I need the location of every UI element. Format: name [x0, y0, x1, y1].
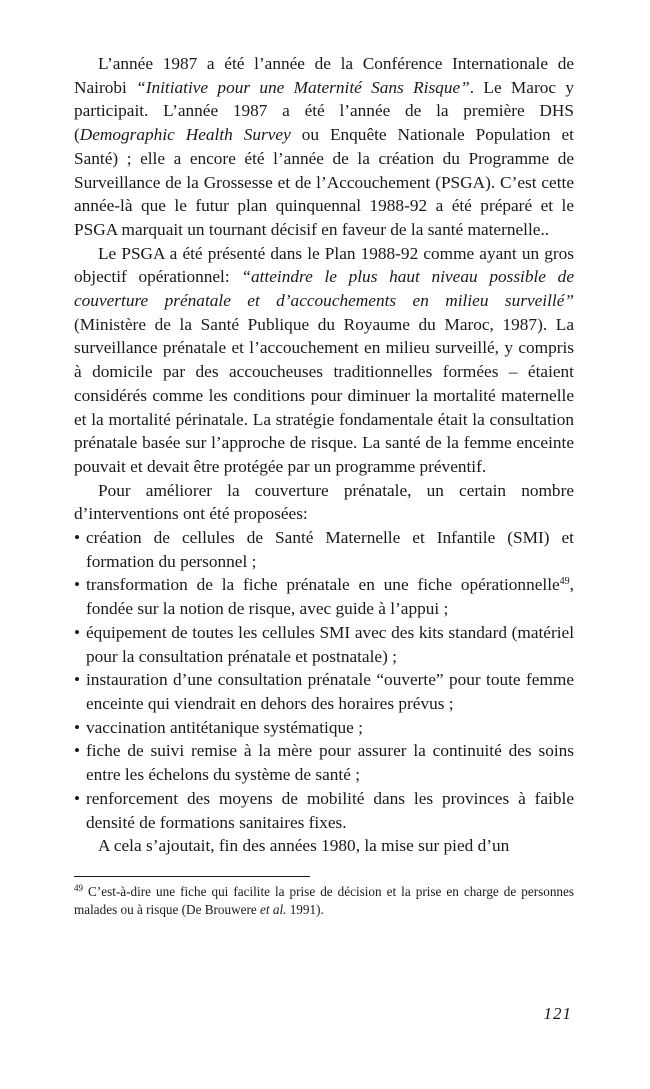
page-number: 121: [543, 1004, 572, 1023]
list-item: [74, 573, 574, 620]
list-item: • équipement de toutes les cellules SMI avec des kits standard (matériel pour la consultation prénatale et postnatale) ;: [74, 621, 574, 668]
list-item: • renforcement des moyens de mobilité dans les provinces à faible densité de formations sanitaires fixes.: [74, 787, 574, 834]
footnote-number: 49: [74, 882, 83, 893]
footnote-reference: 49: [559, 576, 570, 588]
p1-text-c: . Le Maroc y participait. L’année 1987 a été l’année de la première DHS (: [74, 77, 574, 145]
p1-text-e: ou Enquête Nationale Population et Santé) ; elle a encore été l’année de la création du Programme de Surveillance de la Grossesse et de l’Accouchement (PSGA). C’est cette année-là que le futur plan quinquennal 1988-92 a été préparé et le PSGA marquait un tournant décisif en faveur de la santé maternelle..: [74, 125, 574, 239]
paragraph-3: Pour améliorer la couverture prénatale, un certain nombre d’interventions ont été proposées:: [74, 480, 574, 524]
footnote-italic-et-al: et al.: [260, 901, 287, 917]
footnote-text-a: C’est-à-dire une fiche qui facilite la prise de décision et la prise en charge de personnes malades ou à risque (De Brouwere: [74, 883, 574, 917]
list-item: • instauration d’une consultation prénatale “ouverte” pour toute femme enceinte qui viendrait en dehors des horaires prévus ;: [74, 668, 574, 715]
list-item-text: , fondée sur la notion de risque, avec guide à l’appui ;: [86, 575, 574, 619]
footnote-text-c: 1991).: [286, 901, 324, 917]
p1-italic-initiative: “Initiative pour une Maternité Sans Risque”: [136, 77, 470, 97]
p2-text-c: (Ministère de la Santé Publique du Royaume du Maroc, 1987). La surveillance prénatale et l’accouchement en milieu surveillé, y compris à domicile par des accoucheuses traditionnelles formées – étaient considérés comme les conditions pour diminuer la mortalité maternelle et la mortalité périnatale. La stratégie fondamentale était la consultation prénatale basée sur l’approche de risque. La santé de la femme enceinte pouvait et devait être protégée par un programme préventif.: [74, 314, 574, 476]
p1-italic-dhs: Demographic Health Survey: [79, 125, 291, 145]
paragraph-4: A cela s’ajoutait, fin des années 1980, la mise sur pied d’un: [98, 836, 510, 856]
list-item-text: transformation de la fiche prénatale en une fiche opérationnelle: [86, 575, 560, 595]
list-item: • vaccination antitétanique systématique ;: [74, 716, 574, 740]
paragraph-1: [74, 52, 574, 242]
list-item: • fiche de suivi remise à la mère pour assurer la continuité des soins entre les échelons du système de santé ;: [74, 739, 574, 786]
footnote-separator: [74, 876, 310, 877]
interventions-list: [74, 526, 574, 834]
paragraph-2: [74, 242, 574, 479]
p2-text-a: Le PSGA a été présenté dans le Plan 1988-92 comme ayant un gros objectif opérationnel:: [74, 243, 574, 287]
list-item: • création de cellules de Santé Maternelle et Infantile (SMI) et formation du personnel ;: [74, 526, 574, 573]
p2-italic-quote: “atteindre le plus haut niveau possible de couverture prénatale et d’accouchements en milieu surveillé”: [74, 267, 574, 311]
footnote: [74, 883, 574, 919]
p1-text-a: L’année 1987 a été l’année de la Conférence Internationale de Nairobi: [74, 54, 574, 97]
